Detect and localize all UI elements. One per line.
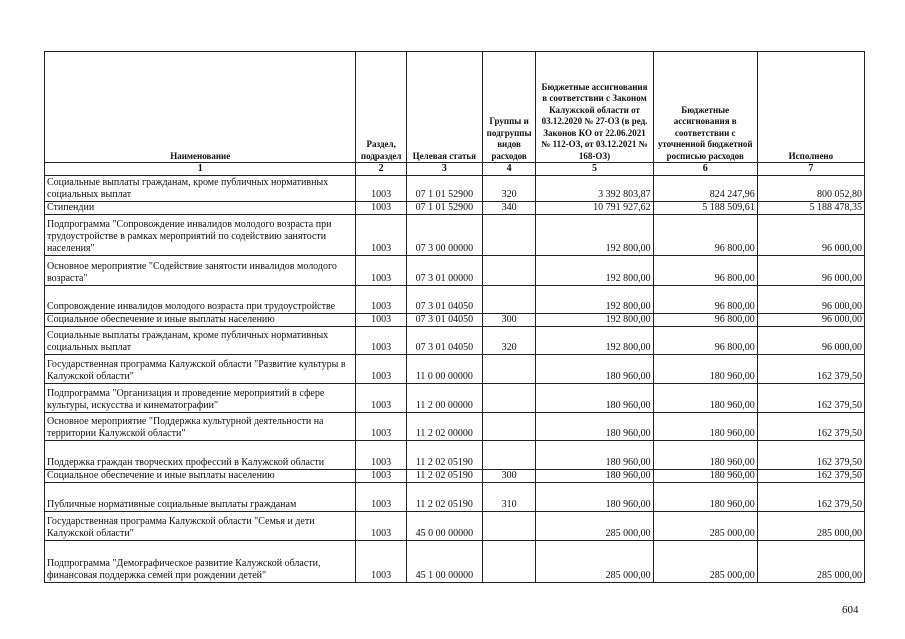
row-group xyxy=(482,512,536,541)
column-number: 1 xyxy=(45,163,356,176)
row-article: 07 3 01 04050 xyxy=(406,286,482,314)
table-header-row xyxy=(45,52,865,163)
row-group xyxy=(482,286,536,314)
row-group xyxy=(482,441,536,470)
page-number: 604 xyxy=(842,604,859,616)
row-group: 320 xyxy=(482,327,536,355)
column-number: 2 xyxy=(356,163,407,176)
row-group xyxy=(482,541,536,583)
table-row xyxy=(45,512,865,541)
row-name: Сопровождение инвалидов молодого возраста при трудоустройстве xyxy=(45,286,356,314)
row-executed-amount: 5 188 478,35 xyxy=(757,202,864,215)
row-revised-amount: 285 000,00 xyxy=(653,512,757,541)
row-revised-amount: 285 000,00 xyxy=(653,541,757,583)
row-group xyxy=(482,413,536,441)
table-row xyxy=(45,541,865,583)
row-law-amount: 285 000,00 xyxy=(536,512,653,541)
row-revised-amount: 180 960,00 xyxy=(653,413,757,441)
row-law-amount: 192 800,00 xyxy=(536,327,653,355)
row-section: 1003 xyxy=(356,202,407,215)
column-number: 3 xyxy=(406,163,482,176)
row-name: Социальное обеспечение и иные выплаты населению xyxy=(45,314,356,327)
column-number: 6 xyxy=(653,163,757,176)
row-law-amount: 192 800,00 xyxy=(536,215,653,256)
table-row xyxy=(45,286,865,314)
row-section: 1003 xyxy=(356,176,407,202)
row-revised-amount: 180 960,00 xyxy=(653,384,757,413)
row-revised-amount: 180 960,00 xyxy=(653,441,757,470)
header-group: Группы и подгруппы видов расходов xyxy=(482,52,536,163)
row-group xyxy=(482,256,536,286)
row-section: 1003 xyxy=(356,470,407,483)
row-revised-amount: 5 188 509,61 xyxy=(653,202,757,215)
row-revised-amount: 180 960,00 xyxy=(653,483,757,512)
row-law-amount: 180 960,00 xyxy=(536,355,653,384)
row-article: 45 1 00 00000 xyxy=(406,541,482,583)
row-name: Стипендии xyxy=(45,202,356,215)
table-row xyxy=(45,483,865,512)
row-section: 1003 xyxy=(356,413,407,441)
table-row xyxy=(45,413,865,441)
row-executed-amount: 162 379,50 xyxy=(757,441,864,470)
row-revised-amount: 96 800,00 xyxy=(653,286,757,314)
row-executed-amount: 96 000,00 xyxy=(757,286,864,314)
row-group: 320 xyxy=(482,176,536,202)
row-name: Государственная программа Калужской области "Семья и дети Калужской области" xyxy=(45,512,356,541)
row-name: Социальные выплаты гражданам, кроме публичных нормативных социальных выплат xyxy=(45,176,356,202)
header-revised-allocation: Бюджетные ассигнования в соответствии с уточненной бюджетной росписью расходов xyxy=(653,52,757,163)
row-law-amount: 3 392 803,87 xyxy=(536,176,653,202)
row-law-amount: 180 960,00 xyxy=(536,384,653,413)
row-law-amount: 192 800,00 xyxy=(536,256,653,286)
row-name: Государственная программа Калужской области "Развитие культуры в Калужской области" xyxy=(45,355,356,384)
table-row xyxy=(45,441,865,470)
row-section: 1003 xyxy=(356,215,407,256)
row-name: Подпрограмма "Сопровождение инвалидов молодого возраста при трудоустройстве в рамках мероприятий по содействию занятости населения" xyxy=(45,215,356,256)
row-name: Публичные нормативные социальные выплаты гражданам xyxy=(45,483,356,512)
row-section: 1003 xyxy=(356,441,407,470)
column-number: 5 xyxy=(536,163,653,176)
row-executed-amount: 162 379,50 xyxy=(757,413,864,441)
row-article: 11 2 00 00000 xyxy=(406,384,482,413)
row-article: 07 3 01 04050 xyxy=(406,327,482,355)
header-article: Целевая статья xyxy=(406,52,482,163)
row-article: 07 3 00 00000 xyxy=(406,215,482,256)
row-section: 1003 xyxy=(356,512,407,541)
row-section: 1003 xyxy=(356,256,407,286)
row-executed-amount: 285 000,00 xyxy=(757,512,864,541)
row-law-amount: 285 000,00 xyxy=(536,541,653,583)
row-name: Основное мероприятие "Содействие занятости инвалидов молодого возраста" xyxy=(45,256,356,286)
budget-sheet xyxy=(44,51,865,583)
row-article: 11 2 02 05190 xyxy=(406,483,482,512)
budget-table xyxy=(44,51,865,583)
header-section: Раздел, подраздел xyxy=(356,52,407,163)
row-article: 07 1 01 52900 xyxy=(406,202,482,215)
row-revised-amount: 96 800,00 xyxy=(653,314,757,327)
row-executed-amount: 96 000,00 xyxy=(757,314,864,327)
row-group xyxy=(482,384,536,413)
row-revised-amount: 96 800,00 xyxy=(653,215,757,256)
row-executed-amount: 285 000,00 xyxy=(757,541,864,583)
row-revised-amount: 96 800,00 xyxy=(653,327,757,355)
row-law-amount: 180 960,00 xyxy=(536,441,653,470)
table-row xyxy=(45,176,865,202)
row-section: 1003 xyxy=(356,384,407,413)
row-name: Подпрограмма "Организация и проведение мероприятий в сфере культуры, искусства и кинематографии" xyxy=(45,384,356,413)
row-name: Основное мероприятие "Поддержка культурной деятельности на территории Калужской области" xyxy=(45,413,356,441)
row-section: 1003 xyxy=(356,327,407,355)
column-number: 4 xyxy=(482,163,536,176)
row-article: 11 2 02 05190 xyxy=(406,441,482,470)
row-name: Подпрограмма "Демографическое развитие Калужской области, финансовая поддержка семей при рождении детей" xyxy=(45,541,356,583)
row-group: 310 xyxy=(482,483,536,512)
table-row xyxy=(45,215,865,256)
row-executed-amount: 162 379,50 xyxy=(757,483,864,512)
row-section: 1003 xyxy=(356,541,407,583)
row-executed-amount: 800 052,80 xyxy=(757,176,864,202)
row-law-amount: 192 800,00 xyxy=(536,314,653,327)
row-article: 11 2 02 00000 xyxy=(406,413,482,441)
row-article: 11 2 02 05190 xyxy=(406,470,482,483)
row-group: 300 xyxy=(482,314,536,327)
row-name: Социальные выплаты гражданам, кроме публичных нормативных социальных выплат xyxy=(45,327,356,355)
row-article: 07 3 01 04050 xyxy=(406,314,482,327)
table-row xyxy=(45,384,865,413)
row-section: 1003 xyxy=(356,483,407,512)
row-group: 300 xyxy=(482,470,536,483)
row-executed-amount: 96 000,00 xyxy=(757,256,864,286)
row-section: 1003 xyxy=(356,355,407,384)
row-name: Социальное обеспечение и иные выплаты населению xyxy=(45,470,356,483)
table-row xyxy=(45,256,865,286)
row-group xyxy=(482,215,536,256)
row-article: 11 0 00 00000 xyxy=(406,355,482,384)
row-revised-amount: 96 800,00 xyxy=(653,256,757,286)
row-group: 340 xyxy=(482,202,536,215)
row-law-amount: 192 800,00 xyxy=(536,286,653,314)
row-executed-amount: 162 379,50 xyxy=(757,355,864,384)
row-article: 07 3 01 00000 xyxy=(406,256,482,286)
table-row xyxy=(45,355,865,384)
table-row xyxy=(45,314,865,327)
row-executed-amount: 96 000,00 xyxy=(757,327,864,355)
table-row xyxy=(45,327,865,355)
row-executed-amount: 96 000,00 xyxy=(757,215,864,256)
row-executed-amount: 162 379,50 xyxy=(757,470,864,483)
row-name: Поддержка граждан творческих профессий в Калужской области xyxy=(45,441,356,470)
row-article: 07 1 01 52900 xyxy=(406,176,482,202)
column-number-row xyxy=(45,163,865,176)
row-law-amount: 180 960,00 xyxy=(536,483,653,512)
header-name: Наименование xyxy=(45,52,356,163)
table-row xyxy=(45,202,865,215)
column-number: 7 xyxy=(757,163,864,176)
row-revised-amount: 180 960,00 xyxy=(653,470,757,483)
row-law-amount: 180 960,00 xyxy=(536,470,653,483)
row-section: 1003 xyxy=(356,314,407,327)
row-law-amount: 180 960,00 xyxy=(536,413,653,441)
header-executed: Исполнено xyxy=(757,52,864,163)
row-revised-amount: 824 247,96 xyxy=(653,176,757,202)
row-revised-amount: 180 960,00 xyxy=(653,355,757,384)
row-executed-amount: 162 379,50 xyxy=(757,384,864,413)
row-law-amount: 10 791 927,62 xyxy=(536,202,653,215)
row-section: 1003 xyxy=(356,286,407,314)
header-law-allocation: Бюджетные ассигнования в соответствии с Законом Калужской области от 03.12.2020 № 27-ОЗ (в ред. Законов КО от 22.06.2021 № 112-ОЗ, от 03.12.2021 № 168-ОЗ) xyxy=(536,52,653,163)
table-row xyxy=(45,470,865,483)
row-group xyxy=(482,355,536,384)
row-article: 45 0 00 00000 xyxy=(406,512,482,541)
